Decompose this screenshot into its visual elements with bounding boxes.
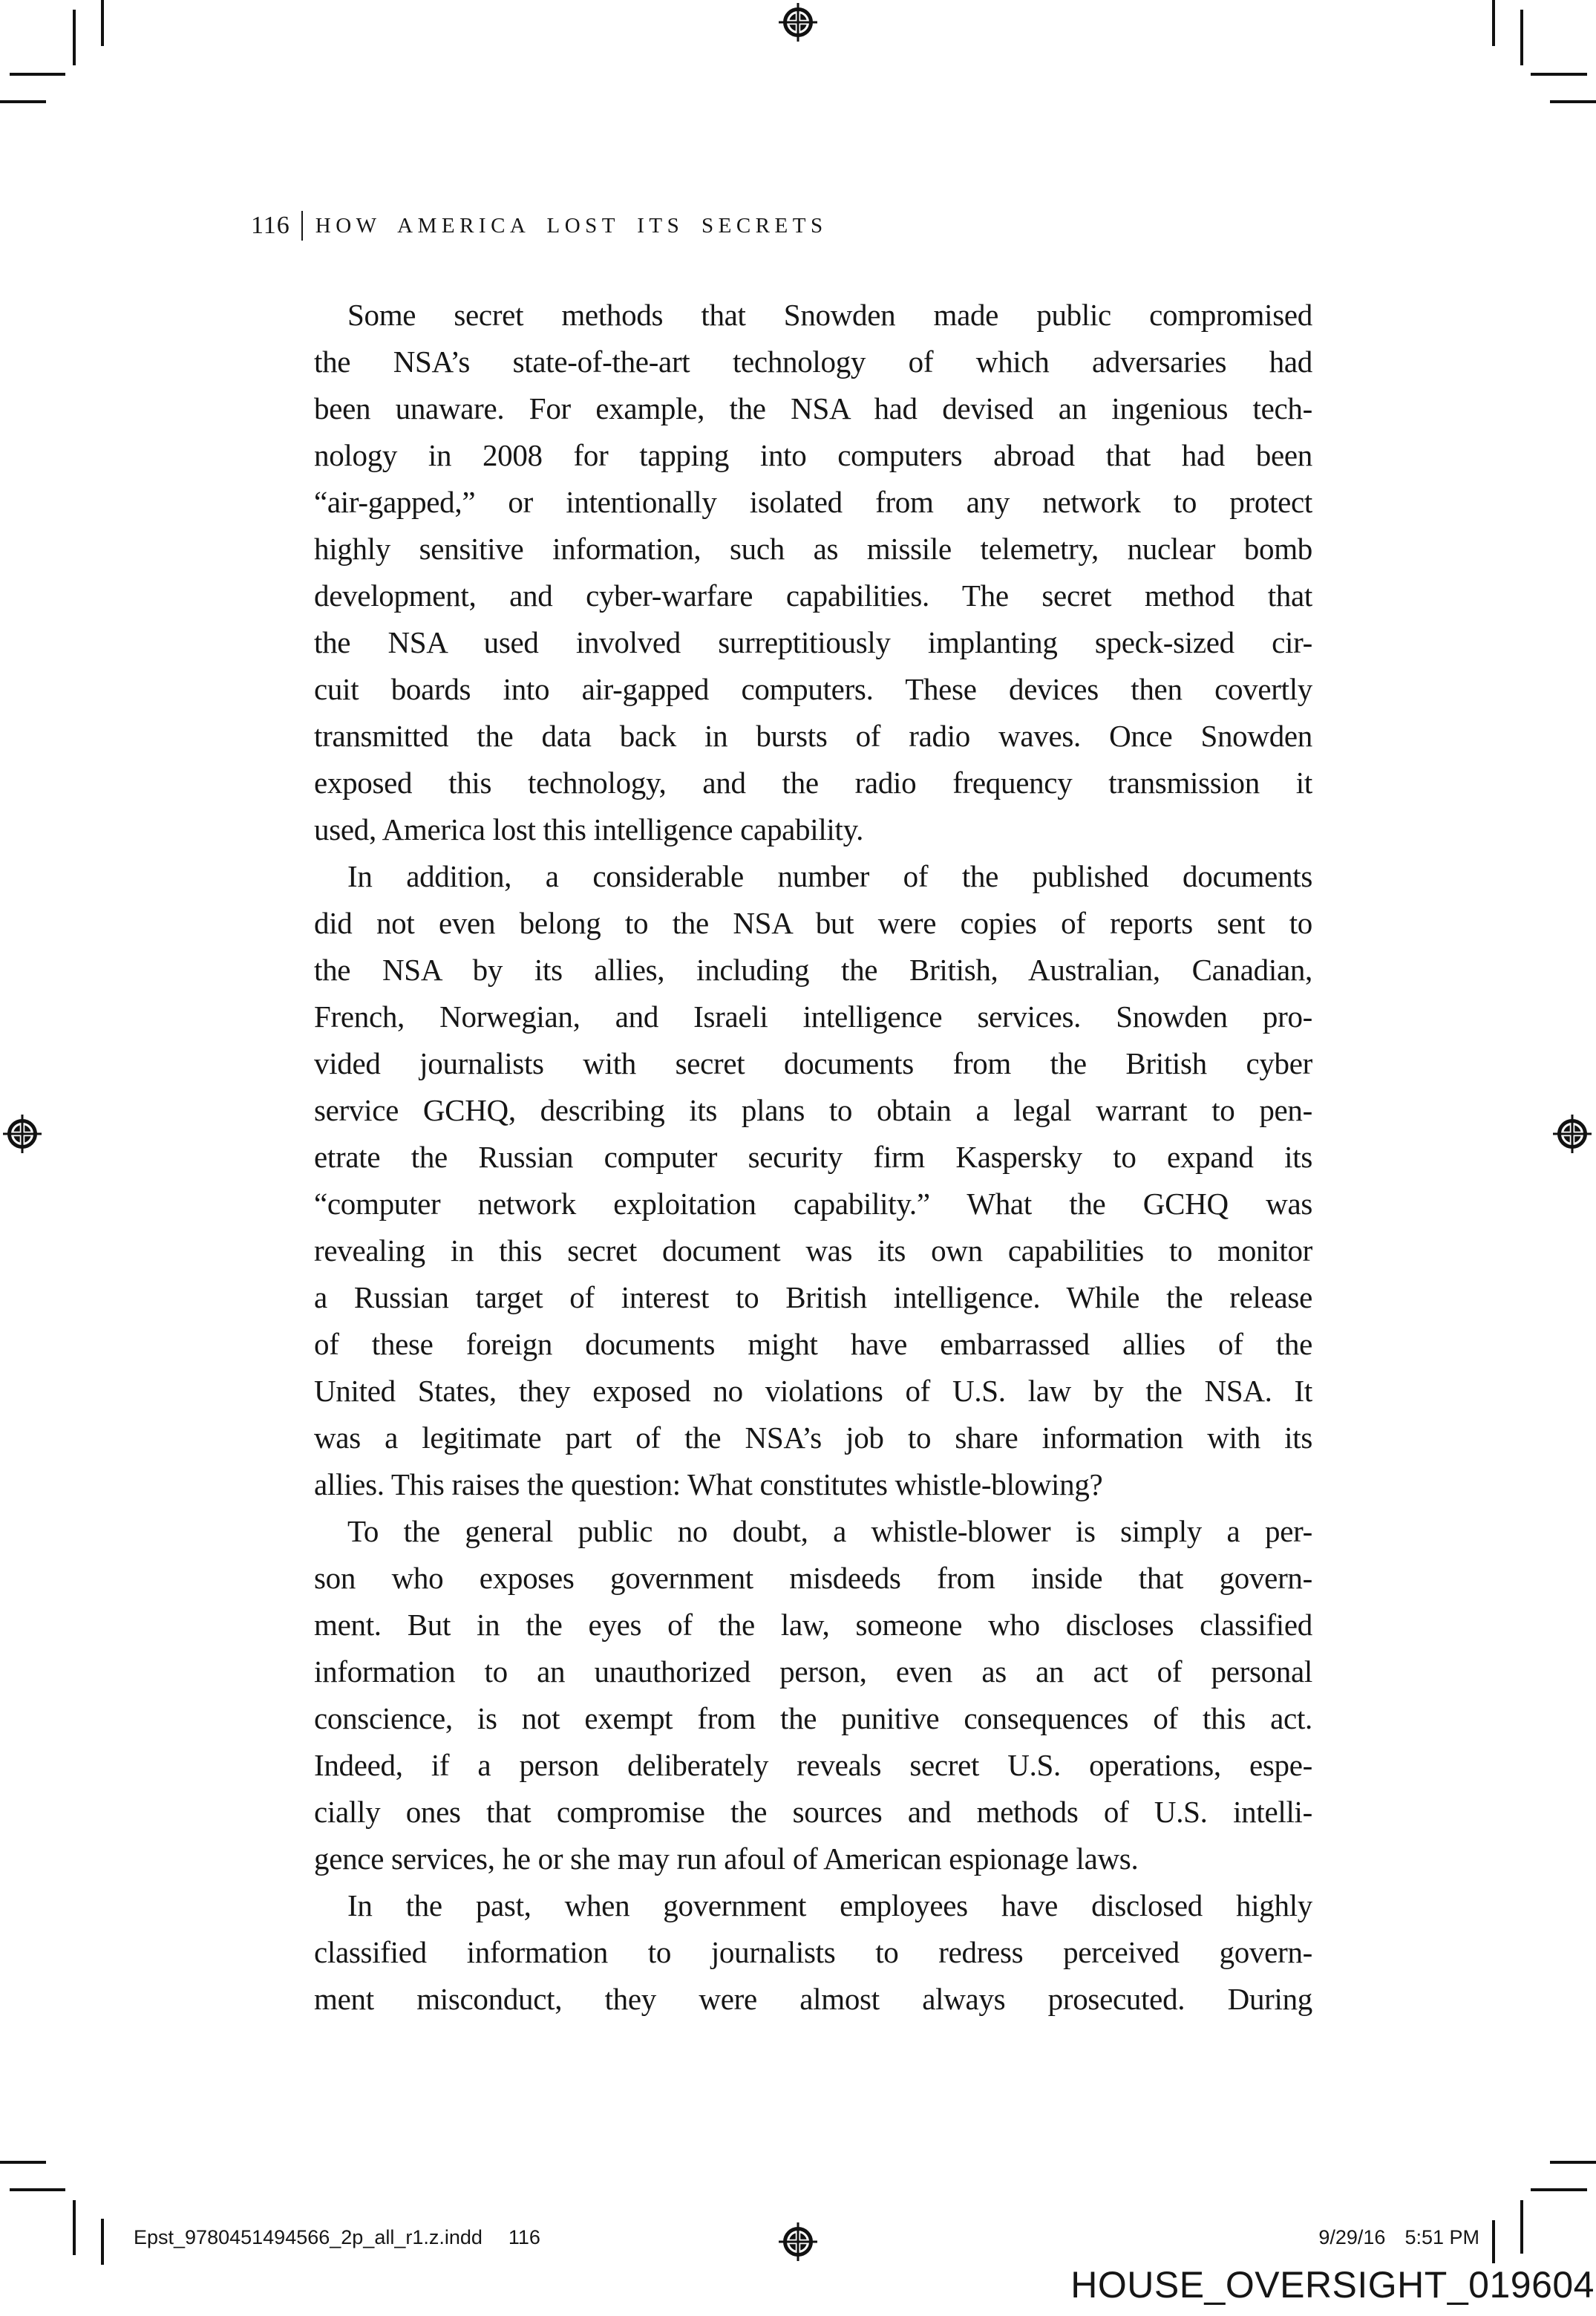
body-line: of these foreign documents might have embarrassed allies of the (314, 1327, 1312, 1361)
body-line: Indeed, if a person deliberately reveals secret U.S. operations, espe- (314, 1748, 1312, 1782)
body-line: cuit boards into air-gapped computers. These devices then covertly (314, 672, 1312, 706)
body-line: nology in 2008 for tapping into computers abroad that had been (314, 438, 1312, 472)
crop-mark-line (73, 2200, 76, 2255)
body-line: “air-gapped,” or intentionally isolated from any network to protect (314, 485, 1312, 519)
crop-mark-line (101, 0, 104, 46)
oversight-stamp: HOUSE_OVERSIGHT_019604 (1063, 2263, 1595, 2306)
body-line: the NSA used involved surreptitiously implanting speck-sized cir- (314, 625, 1312, 659)
body-line: cially ones that compromise the sources and methods of U.S. intelli- (314, 1795, 1312, 1829)
body-line: etrate the Russian computer security firm Kaspersky to expand its (314, 1140, 1312, 1174)
body-line: In addition, a considerable number of the published documents (347, 859, 1312, 893)
paragraph (314, 1508, 1312, 1882)
running-title: HOW AMERICA LOST ITS SECRETS (315, 213, 828, 238)
body-line: highly sensitive information, such as missile telemetry, nuclear bomb (314, 532, 1312, 566)
footer-file-page: 116 (508, 2226, 540, 2248)
crop-mark-line (10, 2188, 65, 2191)
body-line: development, and cyber-warfare capabilities. The secret method that (314, 578, 1312, 613)
crop-mark-line (1492, 0, 1495, 46)
header-divider (301, 211, 303, 241)
paragraph (314, 1882, 1312, 2023)
page-number: 116 (251, 212, 290, 239)
running-head (251, 211, 828, 241)
body-line: gence services, he or she may run afoul of American espionage laws. (314, 1842, 1139, 1876)
body-line: used, America lost this intelligence capability. (314, 812, 864, 847)
body-line: son who exposes government misdeeds from inside that govern- (314, 1561, 1312, 1595)
footer-file-name: Epst_9780451494566_2p_all_r1.z.indd (134, 2226, 483, 2248)
body-line: ment misconduct, they were almost always prosecuted. During (314, 1982, 1312, 2016)
body-line: transmitted the data back in bursts of radio waves. Once Snowden (314, 719, 1312, 753)
body-line: Some secret methods that Snowden made public compromised (347, 298, 1312, 332)
footer-time: 5:51 PM (1404, 2226, 1479, 2248)
body-line: allies. This raises the question: What constitutes whistle-blowing? (314, 1467, 1103, 1501)
body-line: exposed this technology, and the radio frequency transmission it (314, 766, 1312, 800)
paragraph (314, 292, 1312, 853)
body-line: the NSA’s state-of-the-art technology of which adversaries had (314, 345, 1312, 379)
body-line: United States, they exposed no violations of U.S. law by the NSA. It (314, 1374, 1312, 1408)
footer-date: 9/29/16 (1318, 2226, 1386, 2248)
body-line: French, Norwegian, and Israeli intelligence services. Snowden pro- (314, 999, 1312, 1034)
registration-target-icon (779, 3, 817, 42)
body-line: ment. But in the eyes of the law, someone who discloses classified (314, 1608, 1312, 1642)
body-line: “computer network exploitation capability.” What the GCHQ was (314, 1187, 1312, 1221)
footer-slug (134, 2226, 540, 2249)
registration-target-icon (1553, 1115, 1592, 1153)
body-line: In the past, when government employees have disclosed highly (347, 1888, 1312, 1922)
crop-mark-line (1492, 2220, 1495, 2265)
body-line: classified information to journalists to redress perceived govern- (314, 1935, 1312, 1969)
body-line: vided journalists with secret documents from the British cyber (314, 1046, 1312, 1080)
crop-mark-line (0, 2161, 46, 2164)
crop-mark-line (1520, 10, 1523, 65)
crop-mark-line (1550, 2161, 1596, 2164)
registration-target-icon (779, 2222, 817, 2261)
body-line: a Russian target of interest to British intelligence. While the release (314, 1280, 1312, 1314)
footer-datetime (1318, 2226, 1479, 2249)
paragraph (314, 853, 1312, 1508)
crop-mark-line (1520, 2200, 1523, 2254)
body-line: conscience, is not exempt from the punitive consequences of this act. (314, 1701, 1312, 1735)
body-line: did not even belong to the NSA but were copies of reports sent to (314, 906, 1312, 940)
body-line: service GCHQ, describing its plans to obtain a legal warrant to pen- (314, 1093, 1312, 1127)
body-line: revealing in this secret document was its own capabilities to monitor (314, 1233, 1312, 1268)
crop-mark-line (1531, 2188, 1587, 2191)
crop-mark-line (1531, 73, 1587, 76)
body-line: been unaware. For example, the NSA had devised an ingenious tech- (314, 391, 1312, 425)
body-line: information to an unauthorized person, even as an act of personal (314, 1654, 1312, 1689)
body-line: was a legitimate part of the NSA’s job to share information with its (314, 1420, 1312, 1455)
body-line: To the general public no doubt, a whistle-blower is simply a per- (347, 1514, 1312, 1548)
crop-mark-line (1550, 100, 1596, 103)
crop-mark-line (101, 2219, 104, 2265)
crop-mark-line (73, 10, 76, 65)
registration-target-icon (3, 1115, 42, 1153)
body-line: the NSA by its allies, including the British, Australian, Canadian, (314, 953, 1312, 987)
crop-mark-line (10, 73, 65, 76)
crop-mark-line (0, 100, 46, 103)
body-text (314, 292, 1312, 2023)
